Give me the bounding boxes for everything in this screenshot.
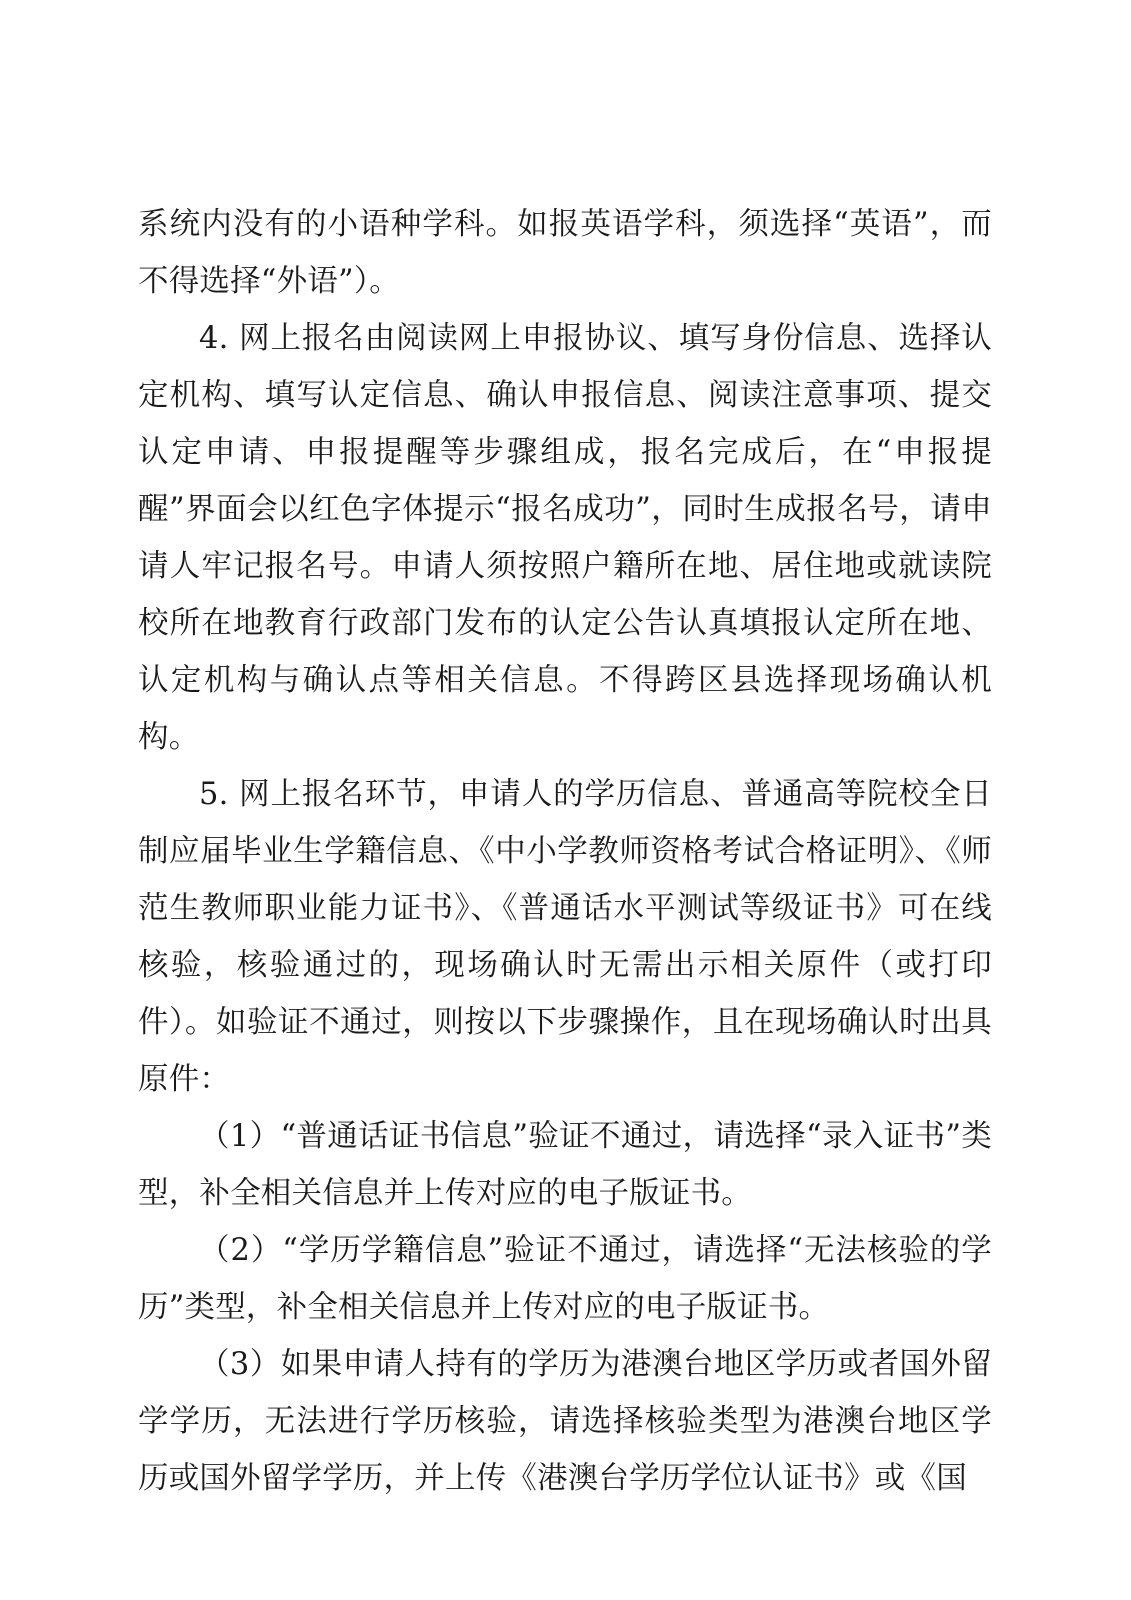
paragraph-item-5-verification: 5. 网上报名环节，申请人的学历信息、普通高等院校全日制应届毕业生学籍信息、《中小学教师资格考试合格证明》、《师范生教师职业能力证书》、《普通话水平测试等级证书》可在线核验，核验通过的，现场确认时无需出示相关原件（或打印件）。如验证不通过，则按以下步骤操作，且在现场确认时出具原件： [138, 777, 992, 1097]
page-body-text [138, 196, 992, 1507]
paragraph-sub-3-overseas: （3）如果申请人持有的学历为港澳台地区学历或者国外留学学历，无法进行学历核验，请选择核验类型为港澳台地区学历或国外留学学历，并上传《港澳台学历学位认证书》或《国 [138, 1347, 992, 1496]
paragraph-sub-1-putonghua: （1）“普通话证书信息”验证不通过，请选择“录入证书”类型，补全相关信息并上传对应的电子版证书。 [138, 1119, 992, 1211]
paragraph-continued-subject-note: 系统内没有的小语种学科。如报英语学科，须选择“英语”，而不得选择“外语”）。 [138, 207, 992, 299]
paragraph-item-4-online-registration: 4. 网上报名由阅读网上申报协议、填写身份信息、选择认定机构、填写认定信息、确认申报信息、阅读注意事项、提交认定申请、申报提醒等步骤组成，报名完成后，在“申报提醒”界面会以红色字体提示“报名成功”，同时生成报名号，请申请人牢记报名号。申请人须按照户籍所在地、居住地或就读院校所在地教育行政部门发布的认定公告认真填报认定所在地、认定机构与确认点等相关信息。不得跨区县选择现场确认机构。 [138, 321, 992, 755]
paragraph-sub-2-education: （2）“学历学籍信息”验证不通过，请选择“无法核验的学历”类型，补全相关信息并上传对应的电子版证书。 [138, 1233, 992, 1325]
